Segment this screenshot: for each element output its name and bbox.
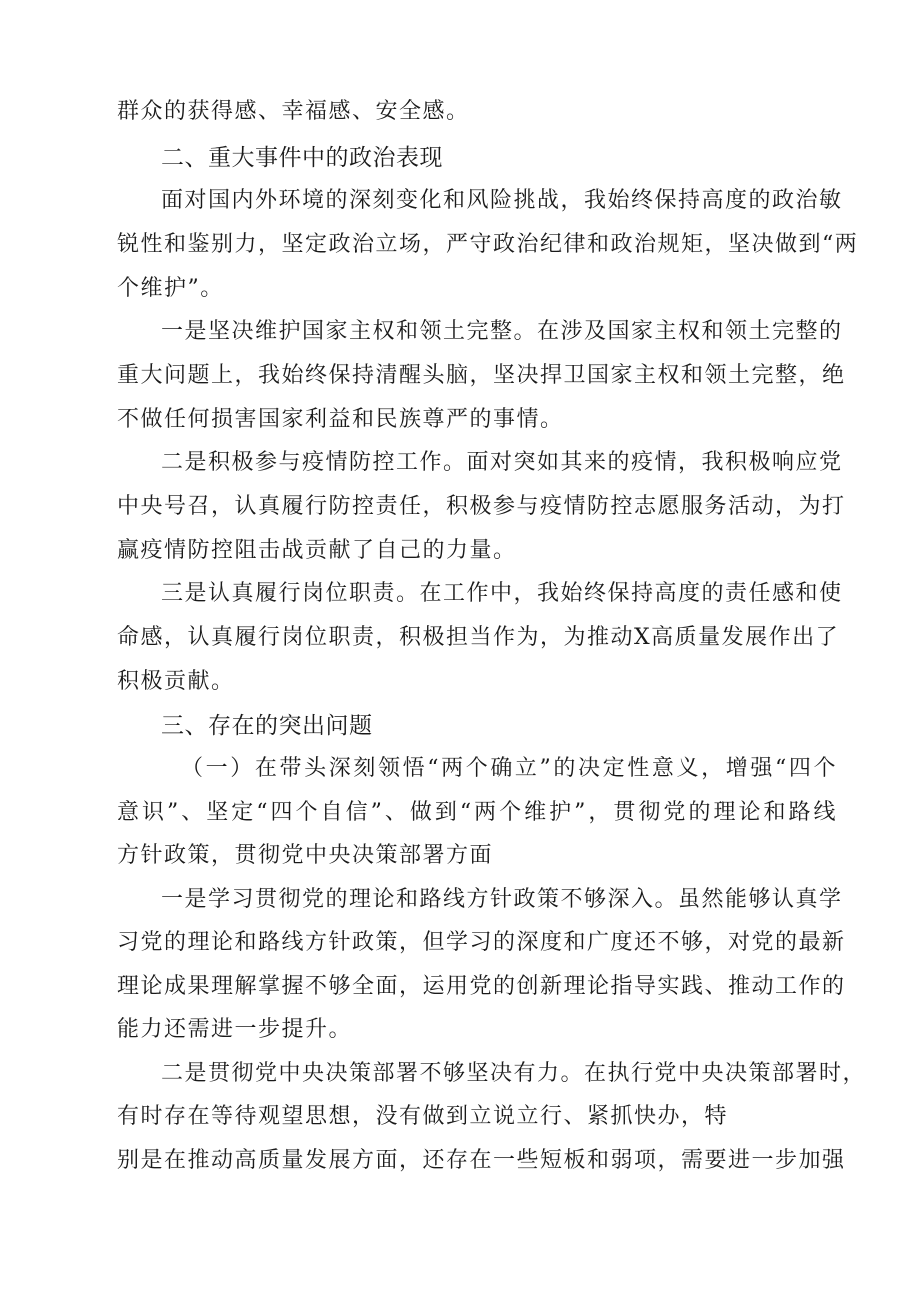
paragraph-line: 能力还需进一步提升。 bbox=[117, 1017, 353, 1042]
paragraph-line: 赢疫情防控阻击战贡献了自己的力量。 bbox=[117, 538, 517, 563]
paragraph-line: 一是坚决维护国家主权和领土完整。在涉及国家主权和领土完整的 bbox=[161, 319, 843, 344]
paragraph-line: 命感，认真履行岗位职责，积极担当作为，为推动X高质量发展作出了 bbox=[117, 625, 840, 650]
paragraph-line: 锐性和鉴别力，坚定政治立场，严守政治纪律和政治规矩，坚决做到“两 bbox=[117, 232, 859, 257]
paragraph-line: 习党的理论和路线方针政策，但学习的深度和广度还不够，对党的最新 bbox=[117, 930, 846, 955]
paragraph-line: 个维护”。 bbox=[117, 276, 224, 301]
paragraph-line: 别是在推动高质量发展方面，还存在一些短板和弱项，需要进一步加强 bbox=[117, 1148, 846, 1173]
paragraph-line: 一是学习贯彻党的理论和路线方针政策不够深入。虽然能够认真学 bbox=[161, 887, 843, 912]
paragraph-line: 方针政策，贯彻党中央决策部署方面 bbox=[117, 843, 494, 868]
paragraph-line: 中央号召，认真履行防控责任，积极参与疫情防控志愿服务活动，为打 bbox=[117, 494, 846, 519]
paragraph-line: 二是贯彻党中央决策部署不够坚决有力。在执行党中央决策部署时， bbox=[161, 1061, 867, 1086]
paragraph-line: 二是积极参与疫情防控工作。面对突如其来的疫情，我积极响应党 bbox=[161, 450, 843, 475]
paragraph-line: （一）在带头深刻领悟“两个确立”的决定性意义，增强“四个 bbox=[181, 756, 837, 781]
paragraph-line: 三是认真履行岗位职责。在工作中，我始终保持高度的责任感和使 bbox=[161, 581, 843, 606]
section-heading: 二、重大事件中的政治表现 bbox=[161, 145, 443, 171]
paragraph-line: 积极贡献。 bbox=[117, 669, 235, 694]
paragraph-line: 面对国内外环境的深刻变化和风险挑战，我始终保持高度的政治敏 bbox=[161, 188, 843, 213]
paragraph-line: 群众的获得感、幸福感、安全感。 bbox=[117, 99, 470, 124]
paragraph-line: 意识”、坚定“四个自信”、做到“两个维护”，贯彻党的理论和路线 bbox=[117, 800, 837, 825]
paragraph-line: 理论成果理解掌握不够全面，运用党的创新理论指导实践、推动工作的 bbox=[117, 974, 846, 999]
paragraph-line: 有时存在等待观望思想，没有做到立说立行、紧抓快办，特 bbox=[117, 1104, 729, 1129]
paragraph-line: 不做任何损害国家利益和民族尊严的事情。 bbox=[117, 407, 564, 432]
paragraph-line: 重大问题上，我始终保持清醒头脑，坚决捍卫国家主权和领土完整，绝 bbox=[117, 363, 846, 388]
section-heading: 三、存在的突出问题 bbox=[161, 713, 373, 739]
